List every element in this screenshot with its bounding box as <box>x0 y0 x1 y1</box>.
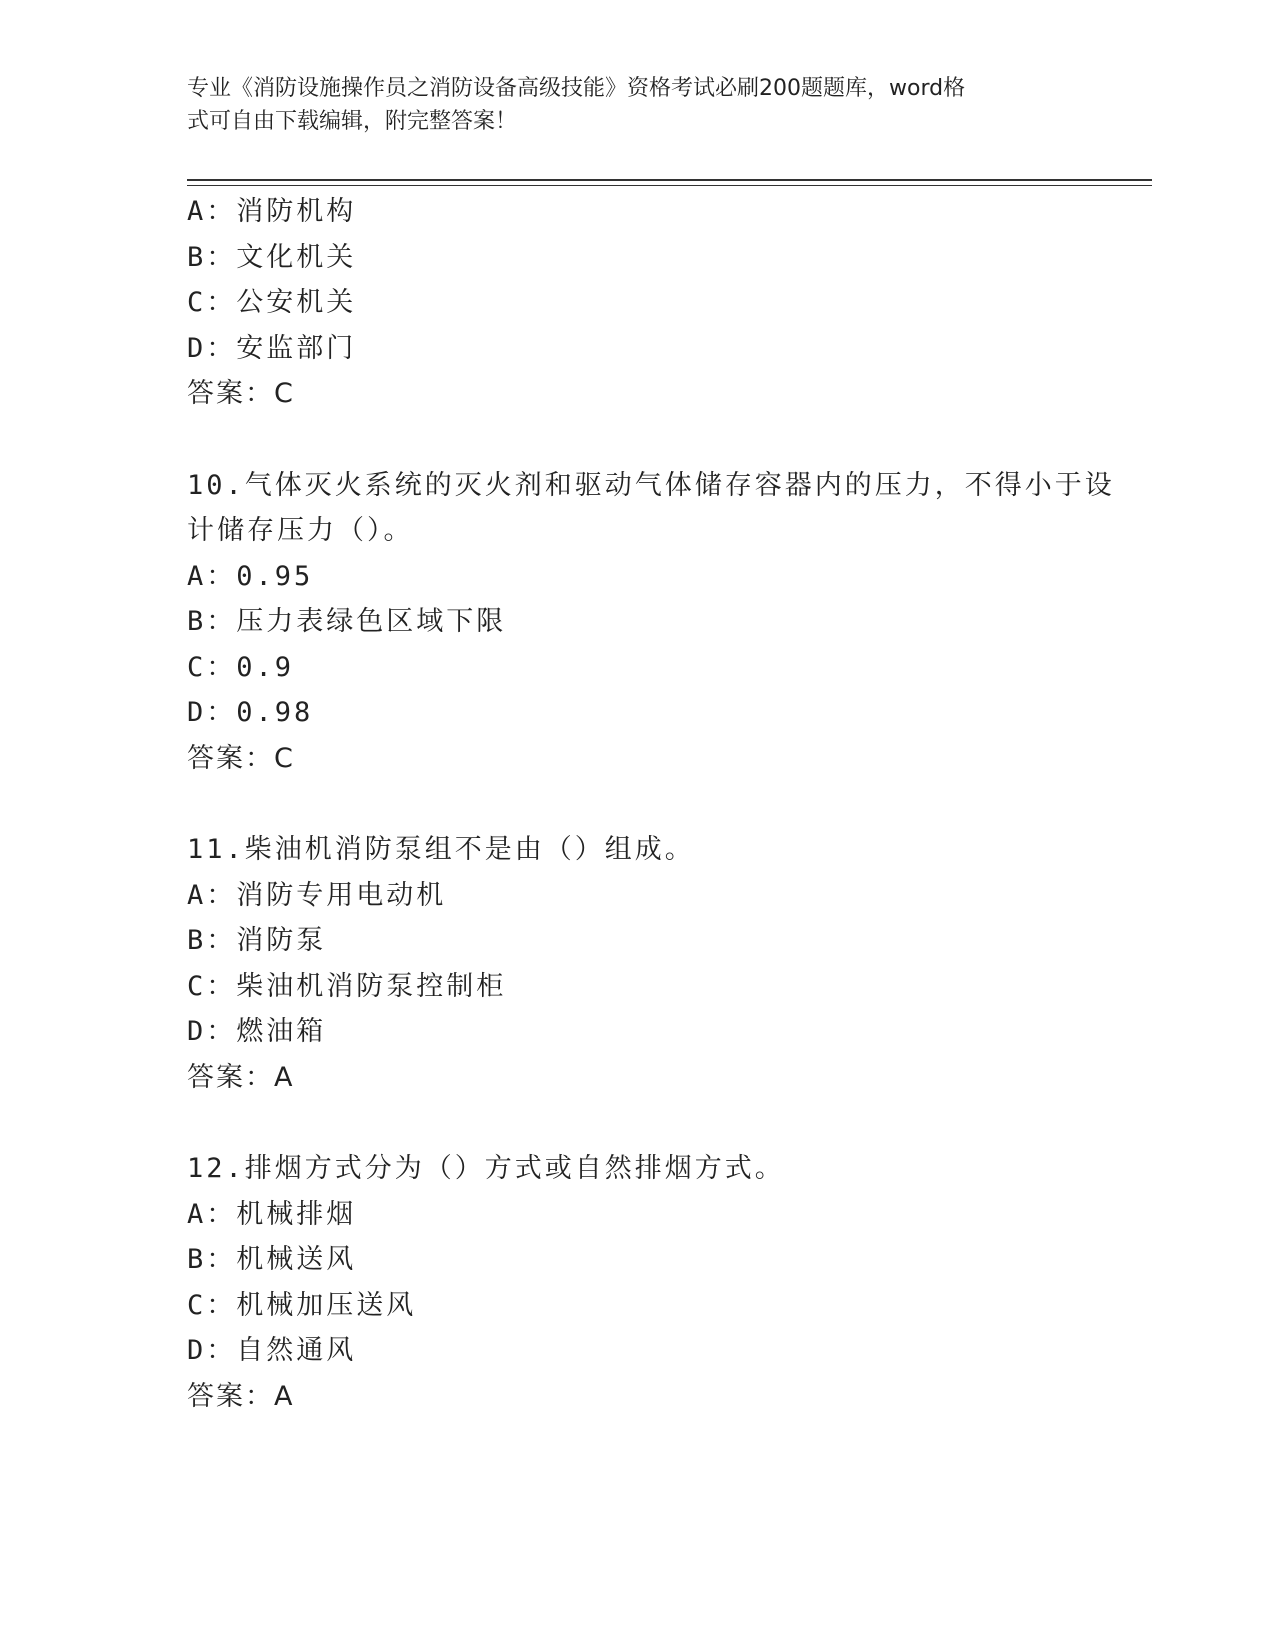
option-b: B：消防泵 <box>187 925 327 956</box>
question-stem-continued: 计储存压力（）。 <box>187 515 414 546</box>
option-d: D：自然通风 <box>187 1335 357 1366</box>
answer-line: 答案：C <box>187 378 295 409</box>
question-stem: 12.排烟方式分为（）方式或自然排烟方式。 <box>187 1153 785 1184</box>
option-d: D：0.98 <box>187 697 314 728</box>
option-a: A：消防机构 <box>187 196 357 227</box>
question-stem: 11.柴油机消防泵组不是由（）组成。 <box>187 834 695 865</box>
option-b: B：机械送风 <box>187 1244 357 1275</box>
document-header <box>187 72 1067 138</box>
answer-line: 答案：A <box>187 1061 295 1093</box>
answer-line: 答案：C <box>187 742 295 774</box>
question-list <box>187 189 1147 1419</box>
question-12 <box>187 1146 1147 1419</box>
header-divider-thin <box>187 185 1152 186</box>
option-c: C：公安机关 <box>187 287 357 318</box>
option-c: C：0.9 <box>187 651 295 683</box>
header-line-1: 专业《消防设施操作员之消防设备高级技能》资格考试必刷200题题库，word格 <box>187 76 966 101</box>
spacer <box>187 781 1147 827</box>
option-d: D：安监部门 <box>187 332 357 364</box>
option-a: A：机械排烟 <box>187 1198 357 1230</box>
question-11 <box>187 827 1147 1100</box>
option-c: C：柴油机消防泵控制柜 <box>187 970 507 1002</box>
option-b: B：压力表绿色区域下限 <box>187 606 507 637</box>
spacer <box>187 1100 1147 1146</box>
option-b: B：文化机关 <box>187 241 357 273</box>
question-9 <box>187 189 1147 417</box>
option-d: D：燃油箱 <box>187 1016 327 1047</box>
option-c: C：机械加压送风 <box>187 1289 417 1321</box>
question-stem: 10.气体灭火系统的灭火剂和驱动气体储存容器内的压力，不得小于设 <box>187 469 1115 501</box>
spacer <box>187 417 1147 463</box>
header-divider-thick <box>187 179 1152 181</box>
option-a: A：0.95 <box>187 560 314 592</box>
header-line-2: 式可自由下载编辑，附完整答案！ <box>187 109 518 134</box>
question-10 <box>187 463 1147 782</box>
answer-line: 答案：A <box>187 1380 295 1412</box>
option-a: A：消防专用电动机 <box>187 879 447 911</box>
